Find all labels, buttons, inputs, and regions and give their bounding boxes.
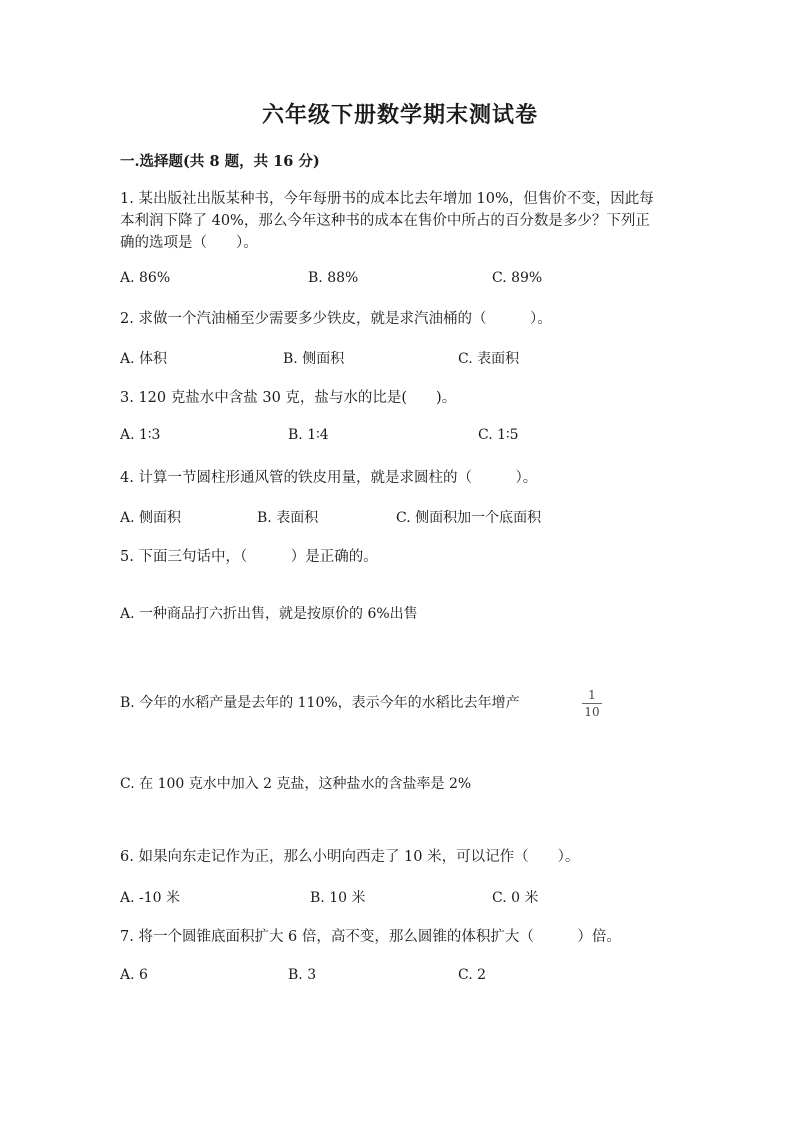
question-4-options — [120, 507, 680, 529]
option-b[interactable]: B. 1∶4 — [288, 427, 329, 443]
option-c[interactable]: C. 表面积 — [458, 351, 520, 367]
fraction-bar — [582, 703, 602, 704]
page-title: 六年级下册数学期末测试卷 — [261, 102, 538, 128]
question-3: 3. 120 克盐水中含盐 30 克，盐与水的比是( )。 — [120, 390, 457, 406]
question-7-options — [120, 967, 680, 989]
fraction-denominator: 10 — [584, 705, 600, 719]
option-a[interactable]: A. -10 米 — [120, 890, 181, 906]
fraction-one-tenth — [580, 688, 604, 719]
question-5: 5. 下面三句话中，（ ）是正确的。 — [120, 549, 378, 565]
option-c[interactable]: C. 侧面积加一个底面积 — [396, 510, 542, 526]
question-2-options — [120, 348, 680, 370]
option-c[interactable]: C. 1∶5 — [478, 427, 519, 443]
question-6-options — [120, 887, 680, 909]
option-b[interactable]: B. 3 — [288, 967, 317, 983]
question-1: 1. 某出版社出版某种书，今年每册书的成本比去年增加 10%，但售价不变，因此每本利润下降了 40%，那么今年这种书的成本在售价中所占的百分数是多少？下列正确的选项是（ ）。 — [120, 191, 654, 251]
question-6: 6. 如果向东走记作为正，那么小明向西走了 10 米，可以记作（ ）。 — [120, 849, 580, 865]
option-a[interactable]: A. 86% — [120, 270, 171, 286]
option-b[interactable]: B. 侧面积 — [283, 351, 345, 367]
option-a[interactable]: A. 体积 — [120, 351, 168, 367]
question-4: 4. 计算一节圆柱形通风管的铁皮用量，就是求圆柱的（ ）。 — [120, 470, 538, 486]
option-b[interactable]: B. 表面积 — [257, 510, 319, 526]
question-2: 2. 求做一个汽油桶至少需要多少铁皮，就是求汽油桶的（ ）。 — [120, 311, 552, 327]
option-c[interactable]: C. 在 100 克水中加入 2 克盐，这种盐水的含盐率是 2% — [120, 776, 472, 792]
option-c[interactable]: C. 89% — [492, 270, 543, 286]
option-b[interactable]: B. 88% — [308, 270, 359, 286]
option-a[interactable]: A. 1∶3 — [120, 427, 161, 443]
option-a[interactable]: A. 一种商品打六折出售，就是按原价的 6%出售 — [120, 606, 418, 622]
option-b[interactable]: B. 10 米 — [310, 890, 366, 906]
section-heading: 一.选择题(共 8 题，共 16 分) — [120, 153, 320, 170]
option-c[interactable]: C. 2 — [458, 967, 487, 983]
question-7: 7. 将一个圆锥底面积扩大 6 倍，高不变，那么圆锥的体积扩大（ ）倍。 — [120, 929, 621, 945]
question-3-options — [120, 427, 680, 449]
question-1-options — [120, 270, 680, 292]
fraction-numerator: 1 — [588, 688, 596, 702]
option-a[interactable]: A. 侧面积 — [120, 510, 182, 526]
option-c[interactable]: C. 0 米 — [492, 890, 539, 906]
option-a[interactable]: A. 6 — [120, 967, 148, 983]
option-b[interactable]: B. 今年的水稻产量是去年的 110%，表示今年的水稻比去年增产 — [120, 695, 520, 711]
